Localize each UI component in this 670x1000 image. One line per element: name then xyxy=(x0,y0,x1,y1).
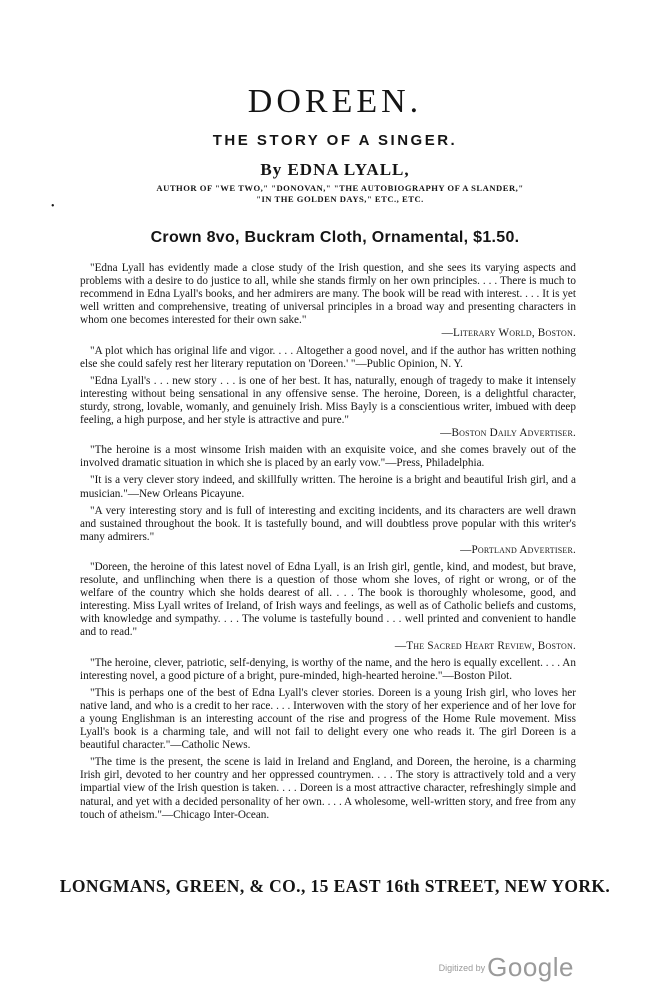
review-catholic-news xyxy=(80,687,576,752)
book-subtitle: THE STORY OF A SINGER. xyxy=(212,132,458,149)
review-sacred-heart-review xyxy=(80,561,576,653)
review-text: "The time is the present, the scene is laid in Ireland and England, and Doreen, the heroine, is a charming Irish girl, devoted to her country and her oppressed countrymen. . . . The story is attractively told and a very impartial view of the Irish question is taken. . . . Doreen is a most attractive character, refreshingly simple and natural, and yet with a decided personality of her own. . . . A wholesome, well-written story, and free from any touch of atheism."—Chicago Inter-Ocean. xyxy=(80,756,576,821)
review-text: "A very interesting story and is full of interesting and exciting incidents, and its characters are well drawn and sustained throughout the book. It is tastefully bound, and will doubtless prove popular with this writer's many admirers." xyxy=(80,504,576,543)
stray-mark: • xyxy=(51,201,55,212)
review-literary-world xyxy=(80,262,576,341)
review-source: —Boston Daily Advertiser. xyxy=(440,427,576,440)
review-chicago-inter-ocean xyxy=(80,756,576,821)
press-reviews xyxy=(80,262,576,826)
review-text: "This is perhaps one of the best of Edna Lyall's clever stories. Doreen is a young Irish girl, who loves her native land, and who is a credit to her race. . . . Interwoven with the story of her experience and of her love for a young Englishman is an interesting account of the rise and progress of the Home Rule movement. Miss Lyall's book is a charming tale, and will not fail to delight every one who reads it. The girl Doreen is a beautiful character."—Catholic News. xyxy=(80,686,576,752)
author-previous-works xyxy=(60,183,620,205)
review-portland-advertiser xyxy=(80,505,576,557)
review-text: "Edna Lyall's . . . new story . . . is one of her best. It has, naturally, enough of tragedy to make it intensely interesting without being sensational in any offensive sense. The heroine, Doreen, is a delightful character, sturdy, strong, lovable, womanly, and genuinely Irish. Miss Bayly is a conscientious writer, imbued with deep feeling, a high purpose, and her style is attractive and pure." xyxy=(80,374,576,427)
google-logo: Google xyxy=(487,952,574,982)
review-text: "Edna Lyall has evidently made a close study of the Irish question, and she sees its varying aspects and problems with a desire to do justice to all, while she stands firmly on her own principles. . . . There is much to recommend in Edna Lyall's books, and her admirers are many. The book will be read with interest. . . . It is yet well written and comprehensive, treating of universal principles in a broad way and presenting characters in whom one becomes interested for their own sake." xyxy=(80,262,576,327)
review-text: "It is a very clever story indeed, and skillfully written. The heroine is a bright and beautiful Irish girl, and a musician."—New Orleans Picayune. xyxy=(80,474,576,500)
edition-and-price: Crown 8vo, Buckram Cloth, Ornamental, $1.50. xyxy=(150,229,520,246)
book-title: DOREEN. xyxy=(247,83,423,120)
review-text: "The heroine, clever, patriotic, self-denying, is worthy of the name, and the hero is equally excellent. . . . An interesting novel, a good picture of a bright, pure-minded, high-hearted heroine."—Boston Pilot. xyxy=(80,656,576,682)
review-public-opinion xyxy=(80,345,576,371)
review-source: —Portland Advertiser. xyxy=(460,543,576,556)
review-source: —Literary World, Boston. xyxy=(441,327,576,340)
author-byline: By EDNA LYALL, xyxy=(260,160,410,179)
author-previous-works-line-2: "IN THE GOLDEN DAYS," ETC., ETC. xyxy=(256,194,424,204)
review-press-philadelphia xyxy=(80,444,576,470)
review-new-orleans-picayune xyxy=(80,474,576,500)
digitized-watermark xyxy=(439,952,574,983)
publisher-imprint: LONGMANS, GREEN, & CO., 15 EAST 16th STREET, NEW YORK. xyxy=(59,876,611,896)
review-source: —The Sacred Heart Review, Boston. xyxy=(394,639,576,652)
review-boston-pilot xyxy=(80,657,576,683)
review-text: "The heroine is a most winsome Irish maiden with an exquisite voice, and she comes bravely out of the involved dramatic situation in which she is placed by an early vow."—Press, Philadelphia. xyxy=(80,444,576,470)
watermark-prefix: Digitized by xyxy=(438,963,486,973)
review-text: "Doreen, the heroine of this latest novel of Edna Lyall, is an Irish girl, gentle, kind, and modest, but brave, resolute, and unflinching when there is a question of those whom she loves, of right or wrong, or of the welfare of the country which she holds dearest of all. . . . The book is thoroughly wholesome, good, and interesting. Miss Lyall writes of Ireland, of Irish ways and feelings, as well as of Catholic beliefs and customs, with knowledge and sympathy. . . . The volume is tastefully bound . . . well printed and convenient to handle and to read." xyxy=(80,560,576,639)
author-previous-works-line-1: AUTHOR OF "WE TWO," "DONOVAN," "THE AUTOBIOGRAPHY OF A SLANDER," xyxy=(156,183,524,193)
review-boston-daily-advertiser xyxy=(80,375,576,440)
review-text: "A plot which has original life and vigor. . . . Altogether a good novel, and if the author has written nothing else she could safely rest her literary reputation on 'Doreen.' "—Public Opinion, N. Y. xyxy=(80,344,576,370)
